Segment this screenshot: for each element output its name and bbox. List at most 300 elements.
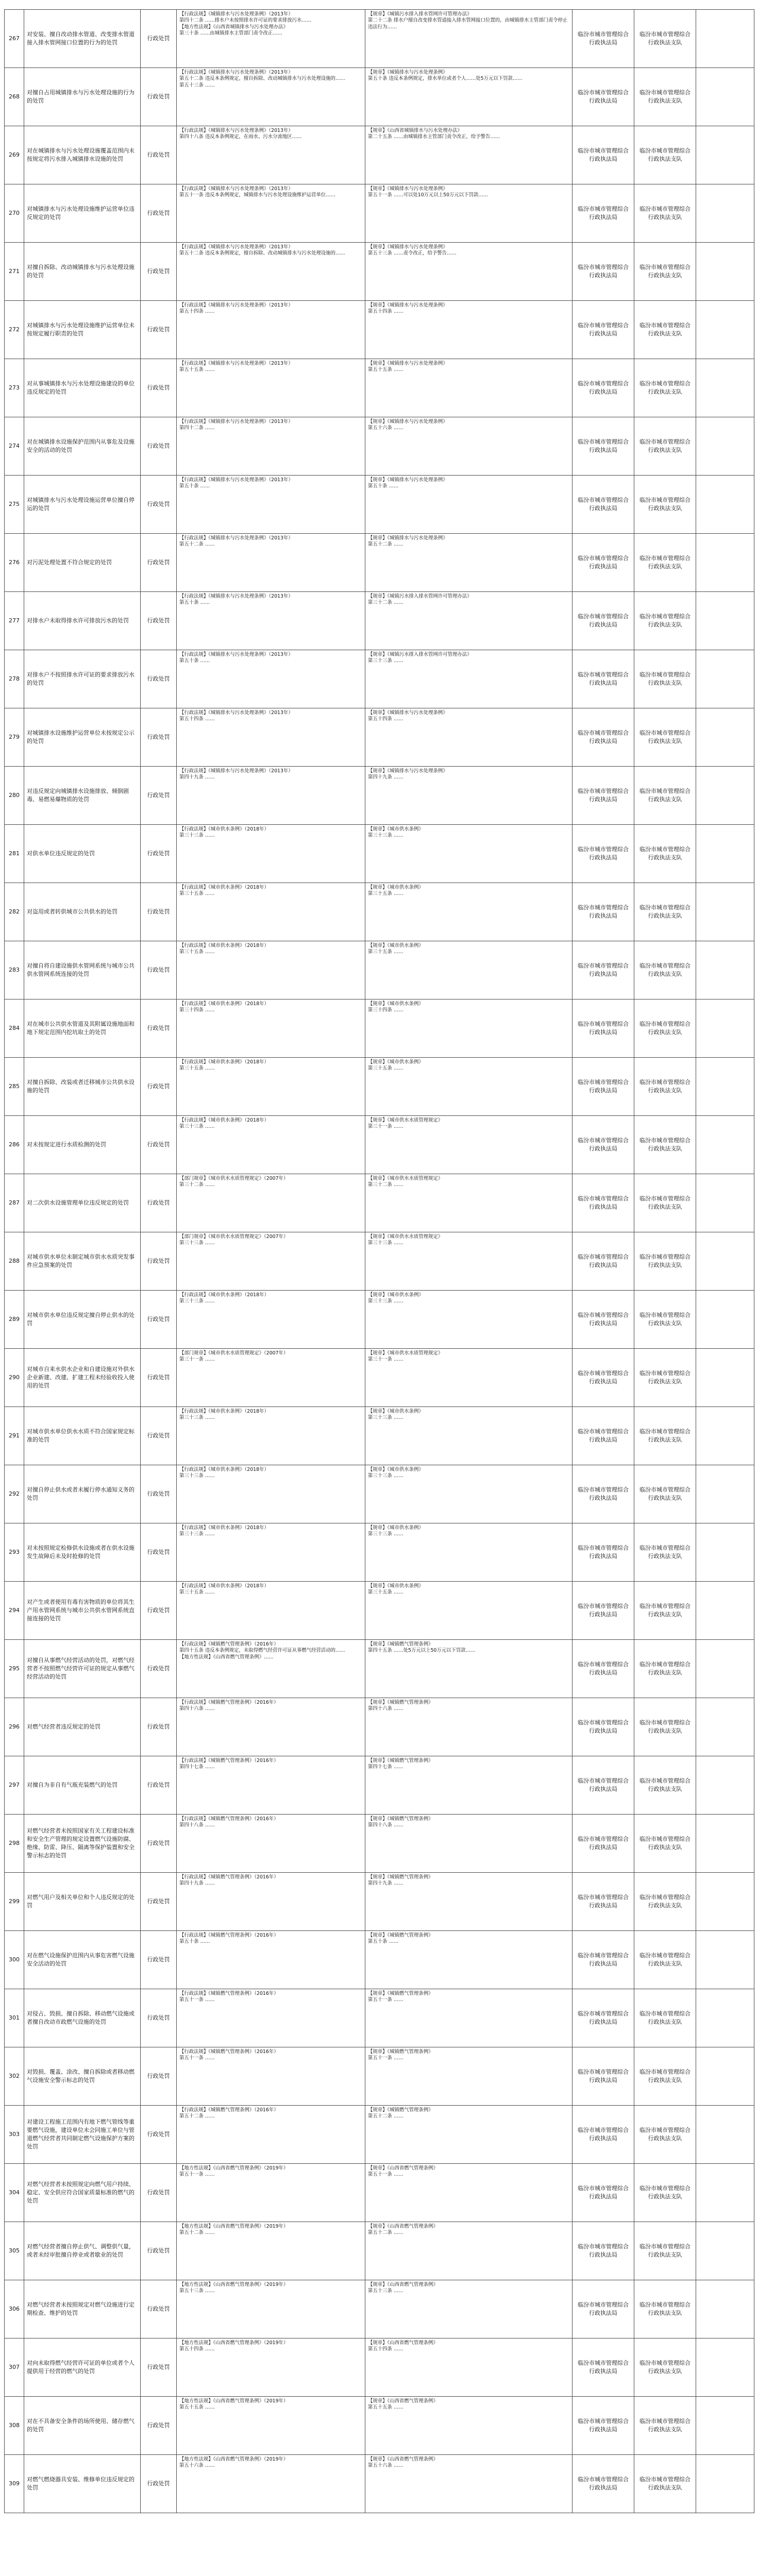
row-number: 278	[5, 650, 24, 708]
implementing-subject: 临汾市城市管理综合行政执法局	[572, 1873, 634, 1931]
item-content: 【规章】《城市供水条例》 第三十四条 ……	[365, 999, 572, 1058]
row-number: 270	[5, 184, 24, 243]
item-name: 对违反规定向城镇排水设施排放、倾倒剧毒、易燃易爆物质的处罚	[24, 767, 141, 825]
legal-basis: 【行政法规】《城市供水条例》（2018年） 第三十三条 ……	[177, 825, 365, 883]
table-row	[5, 2397, 754, 2455]
legal-basis: 【行政法规】《城镇排水与污水处理条例》（2013年） 第五十条 ……	[177, 476, 365, 534]
table-row	[5, 534, 754, 592]
item-content: 【规章】《城镇燃气管理条例》 第五十一条 ……	[365, 1989, 572, 2047]
implementing-subject: 临汾市城市管理综合行政执法局	[572, 1989, 634, 2047]
responsible-department: 临汾市城市管理综合行政执法支队	[634, 941, 696, 999]
legal-basis: 【行政法规】《城镇排水与污水处理条例》（2013年） 第四十九条 ……	[177, 767, 365, 825]
row-number: 304	[5, 2164, 24, 2222]
item-content: 【规章】《城镇排水与污水处理条例》 第四十九条 ……	[365, 767, 572, 825]
item-name: 对城镇排水设施维护运营单位未按规定公示的处罚	[24, 708, 141, 767]
row-number: 289	[5, 1291, 24, 1349]
row-number: 273	[5, 359, 24, 417]
item-content: 【规章】《城镇排水与污水处理条例》 第五十三条 ……责令改正，给予警告……	[365, 243, 572, 301]
item-type: 行政处罚	[141, 2164, 177, 2222]
responsible-department: 临汾市城市管理综合行政执法支队	[634, 2397, 696, 2455]
implementing-subject: 临汾市城市管理综合行政执法局	[572, 10, 634, 68]
row-number: 279	[5, 708, 24, 767]
implementing-subject: 临汾市城市管理综合行政执法局	[572, 1232, 634, 1291]
item-type: 行政处罚	[141, 1931, 177, 1989]
implementing-subject: 临汾市城市管理综合行政执法局	[572, 1698, 634, 1756]
implementing-subject: 临汾市城市管理综合行政执法局	[572, 1931, 634, 1989]
item-name: 对盗用或者转供城市公共供水的处罚	[24, 883, 141, 941]
row-number: 284	[5, 999, 24, 1058]
table-row	[5, 592, 754, 650]
item-content: 【规章】《城市供水条例》 第三十三条 ……	[365, 1291, 572, 1349]
row-number: 272	[5, 301, 24, 359]
table-row	[5, 1989, 754, 2047]
remarks-cell	[696, 1523, 754, 1582]
table-row	[5, 1523, 754, 1582]
item-name: 对擅自停止供水或者未履行停水通知义务的处罚	[24, 1465, 141, 1523]
implementing-subject: 临汾市城市管理综合行政执法局	[572, 68, 634, 126]
legal-basis: 【地方性法规】《山西省燃气管理条例》（2019年） 第五十二条 ……	[177, 2222, 365, 2280]
remarks-cell	[696, 359, 754, 417]
item-name: 对安装、擅自改动排水管道、改变排水管道接入排水管网接口位置的行为的处罚	[24, 10, 141, 68]
item-content: 【规章】《城镇污水排入排水管网许可管理办法》 第三十三条 ……	[365, 650, 572, 708]
table-row	[5, 10, 754, 68]
item-type: 行政处罚	[141, 1232, 177, 1291]
legal-basis: 【行政法规】《城镇排水与污水处理条例》（2013年） 第五十四条 ……	[177, 301, 365, 359]
implementing-subject: 临汾市城市管理综合行政执法局	[572, 2047, 634, 2106]
item-type: 行政处罚	[141, 1756, 177, 1815]
row-number: 300	[5, 1931, 24, 1989]
item-content: 【规章】《城市供水条例》 第三十三条 ……	[365, 825, 572, 883]
item-type: 行政处罚	[141, 825, 177, 883]
responsible-department: 临汾市城市管理综合行政执法支队	[634, 1174, 696, 1232]
item-type: 行政处罚	[141, 417, 177, 476]
item-type: 行政处罚	[141, 708, 177, 767]
remarks-cell	[696, 999, 754, 1058]
row-number: 282	[5, 883, 24, 941]
implementing-subject: 临汾市城市管理综合行政执法局	[572, 1465, 634, 1523]
responsible-department: 临汾市城市管理综合行政执法支队	[634, 1756, 696, 1815]
item-name: 对在城镇排水与污水处理设施覆盖范围内未按规定将污水排入城镇排水设施的处罚	[24, 126, 141, 184]
implementing-subject: 临汾市城市管理综合行政执法局	[572, 883, 634, 941]
legal-basis: 【部门规章】《城市供水水质管理规定》（2007年） 第三十一条 ……	[177, 1349, 365, 1407]
item-type: 行政处罚	[141, 68, 177, 126]
row-number: 291	[5, 1407, 24, 1465]
table-row	[5, 184, 754, 243]
row-number: 267	[5, 10, 24, 68]
table-row	[5, 1931, 754, 1989]
implementing-subject: 临汾市城市管理综合行政执法局	[572, 1407, 634, 1465]
responsible-department: 临汾市城市管理综合行政执法支队	[634, 184, 696, 243]
item-name: 对燃气用户及相关单位和个人违反规定的处罚	[24, 1873, 141, 1931]
responsible-department: 临汾市城市管理综合行政执法支队	[634, 10, 696, 68]
implementing-subject: 临汾市城市管理综合行政执法局	[572, 1815, 634, 1873]
row-number: 287	[5, 1174, 24, 1232]
remarks-cell	[696, 2106, 754, 2164]
implementing-subject: 临汾市城市管理综合行政执法局	[572, 2280, 634, 2338]
responsible-department: 临汾市城市管理综合行政执法支队	[634, 476, 696, 534]
legal-basis: 【行政法规】《城市供水条例》（2018年） 第三十三条 ……	[177, 1523, 365, 1582]
row-number: 301	[5, 1989, 24, 2047]
remarks-cell	[696, 1116, 754, 1174]
legal-basis: 【行政法规】《城镇燃气管理条例》（2016年） 第五十一条 ……	[177, 1989, 365, 2047]
table-row	[5, 1873, 754, 1931]
remarks-cell	[696, 126, 754, 184]
item-name: 对擅自为非自有气瓶充装燃气的处罚	[24, 1756, 141, 1815]
implementing-subject: 临汾市城市管理综合行政执法局	[572, 999, 634, 1058]
table-row	[5, 243, 754, 301]
remarks-cell	[696, 301, 754, 359]
item-type: 行政处罚	[141, 1523, 177, 1582]
remarks-cell	[696, 2222, 754, 2280]
item-name: 对燃气经营者未按照规定对燃气设施进行定期检查、维护的处罚	[24, 2280, 141, 2338]
responsible-department: 临汾市城市管理综合行政执法支队	[634, 708, 696, 767]
implementing-subject: 临汾市城市管理综合行政执法局	[572, 825, 634, 883]
item-type: 行政处罚	[141, 1989, 177, 2047]
item-type: 行政处罚	[141, 2338, 177, 2397]
item-content: 【规章】《城镇燃气管理条例》 第四十九条 ……	[365, 1873, 572, 1931]
item-content: 【规章】《城镇排水与污水处理条例》 第五十四条 ……	[365, 708, 572, 767]
remarks-cell	[696, 476, 754, 534]
table-row	[5, 650, 754, 708]
table-row	[5, 68, 754, 126]
row-number: 274	[5, 417, 24, 476]
item-type: 行政处罚	[141, 1698, 177, 1756]
item-name: 对未按规定进行水质检测的处罚	[24, 1116, 141, 1174]
power-list-table	[4, 9, 754, 2513]
item-content: 【规章】《山西省城镇排水与污水处理办法》 第二十五条 ……由城镇排水主管部门责令改正，给予警告……	[365, 126, 572, 184]
remarks-cell	[696, 708, 754, 767]
table-row	[5, 708, 754, 767]
table-row	[5, 1174, 754, 1232]
row-number: 290	[5, 1349, 24, 1407]
item-type: 行政处罚	[141, 243, 177, 301]
row-number: 285	[5, 1058, 24, 1116]
item-name: 对城镇排水与污水处理设施维护运营单位未按规定履行职责的处罚	[24, 301, 141, 359]
responsible-department: 临汾市城市管理综合行政执法支队	[634, 68, 696, 126]
legal-basis: 【行政法规】《城镇排水与污水处理条例》（2013年） 第五十五条 ……	[177, 359, 365, 417]
remarks-cell	[696, 941, 754, 999]
item-type: 行政处罚	[141, 1116, 177, 1174]
responsible-department: 临汾市城市管理综合行政执法支队	[634, 1989, 696, 2047]
table-row	[5, 1232, 754, 1291]
implementing-subject: 临汾市城市管理综合行政执法局	[572, 1291, 634, 1349]
implementing-subject: 临汾市城市管理综合行政执法局	[572, 592, 634, 650]
item-type: 行政处罚	[141, 650, 177, 708]
item-content: 【规章】《城市供水条例》 第三十三条 ……	[365, 1465, 572, 1523]
item-type: 行政处罚	[141, 1407, 177, 1465]
implementing-subject: 临汾市城市管理综合行政执法局	[572, 1582, 634, 1640]
implementing-subject: 临汾市城市管理综合行政执法局	[572, 1756, 634, 1815]
responsible-department: 临汾市城市管理综合行政执法支队	[634, 1291, 696, 1349]
row-number: 297	[5, 1756, 24, 1815]
table-row	[5, 476, 754, 534]
item-type: 行政处罚	[141, 1291, 177, 1349]
item-content: 【规章】《城镇燃气管理条例》 第四十八条 ……	[365, 1815, 572, 1873]
item-content: 【规章】《城镇燃气管理条例》 第四十五条 ……处5万元以上50万元以下罚款……	[365, 1640, 572, 1698]
remarks-cell	[696, 2047, 754, 2106]
item-content: 【规章】《山西省燃气管理条例》 第五十五条 ……	[365, 2397, 572, 2455]
item-type: 行政处罚	[141, 301, 177, 359]
implementing-subject: 临汾市城市管理综合行政执法局	[572, 184, 634, 243]
legal-basis: 【行政法规】《城镇排水与污水处理条例》（2013年） 第四十八条 违反本条例规定，在雨水、污水分流地区……	[177, 126, 365, 184]
remarks-cell	[696, 1058, 754, 1116]
item-name: 对从事城镇排水与污水处理设施建设的单位违反规定的处罚	[24, 359, 141, 417]
row-number: 275	[5, 476, 24, 534]
item-name: 对产生或者使用有毒有害物质的单位将其生产用水管网系统与城市公共供水管网系统直接连接的处罚	[24, 1582, 141, 1640]
legal-basis: 【行政法规】《城镇排水与污水处理条例》（2013年） 第五十条 ……	[177, 650, 365, 708]
legal-basis: 【行政法规】《城市供水条例》（2018年） 第三十五条 ……	[177, 883, 365, 941]
item-type: 行政处罚	[141, 1349, 177, 1407]
responsible-department: 临汾市城市管理综合行政执法支队	[634, 999, 696, 1058]
row-number: 288	[5, 1232, 24, 1291]
table-row	[5, 1582, 754, 1640]
row-number: 276	[5, 534, 24, 592]
legal-basis: 【行政法规】《城镇燃气管理条例》（2016年） 第四十九条 ……	[177, 1873, 365, 1931]
item-name: 对城镇排水与污水处理设施维护运营单位违反规定的处罚	[24, 184, 141, 243]
item-name: 对城镇排水与污水处理设施运营单位擅自停运的处罚	[24, 476, 141, 534]
remarks-cell	[696, 1465, 754, 1523]
row-number: 295	[5, 1640, 24, 1698]
item-content: 【规章】《城镇燃气管理条例》 第五十一条 ……	[365, 2047, 572, 2106]
legal-basis: 【地方性法规】《山西省燃气管理条例》（2019年） 第五十一条 ……	[177, 2164, 365, 2222]
item-name: 对在城镇排水设施保护范围内从事危及设施安全的活动的处罚	[24, 417, 141, 476]
item-name: 对擅自拆除、改装或者迁移城市公共供水设施的处罚	[24, 1058, 141, 1116]
item-type: 行政处罚	[141, 1873, 177, 1931]
remarks-cell	[696, 243, 754, 301]
implementing-subject: 临汾市城市管理综合行政执法局	[572, 1174, 634, 1232]
responsible-department: 临汾市城市管理综合行政执法支队	[634, 2280, 696, 2338]
legal-basis: 【行政法规】《城镇排水与污水处理条例》（2013年） 第五十条 ……	[177, 592, 365, 650]
table-row	[5, 2222, 754, 2280]
item-name: 对擅自从事燃气经营活动的处罚，对燃气经营者不按照燃气经营许可证的规定从事燃气经营活动的处罚	[24, 1640, 141, 1698]
item-type: 行政处罚	[141, 592, 177, 650]
row-number: 306	[5, 2280, 24, 2338]
legal-basis: 【行政法规】《城市供水条例》（2018年） 第三十五条 ……	[177, 941, 365, 999]
implementing-subject: 临汾市城市管理综合行政执法局	[572, 126, 634, 184]
legal-basis: 【行政法规】《城镇排水与污水处理条例》（2013年） 第四十二条 ……排水户未按照排水许可证的要求排放污水…… 【地方性法规】《山西省城镇排水与污水处理办法》 第三十条 ……由城镇排水主管部门责令改正……	[177, 10, 365, 68]
table-row	[5, 1058, 754, 1116]
row-number: 303	[5, 2106, 24, 2164]
implementing-subject: 临汾市城市管理综合行政执法局	[572, 708, 634, 767]
table-row	[5, 999, 754, 1058]
responsible-department: 临汾市城市管理综合行政执法支队	[634, 1523, 696, 1582]
responsible-department: 临汾市城市管理综合行政执法支队	[634, 1931, 696, 1989]
table-row	[5, 1349, 754, 1407]
row-number: 269	[5, 126, 24, 184]
item-content: 【规章】《山西省燃气管理条例》 第五十二条 ……	[365, 2222, 572, 2280]
remarks-cell	[696, 1756, 754, 1815]
item-type: 行政处罚	[141, 1058, 177, 1116]
responsible-department: 临汾市城市管理综合行政执法支队	[634, 2338, 696, 2397]
implementing-subject: 临汾市城市管理综合行政执法局	[572, 650, 634, 708]
table-row	[5, 1465, 754, 1523]
item-content: 【规章】《山西省燃气管理条例》 第五十六条 ……	[365, 2455, 572, 2513]
responsible-department: 临汾市城市管理综合行政执法支队	[634, 2455, 696, 2513]
remarks-cell	[696, 1698, 754, 1756]
legal-basis: 【行政法规】《城市供水条例》（2018年） 第三十三条 ……	[177, 1116, 365, 1174]
item-name: 对二次供水设施管理单位违反规定的处罚	[24, 1174, 141, 1232]
responsible-department: 临汾市城市管理综合行政执法支队	[634, 1873, 696, 1931]
implementing-subject: 临汾市城市管理综合行政执法局	[572, 359, 634, 417]
responsible-department: 临汾市城市管理综合行政执法支队	[634, 2106, 696, 2164]
item-content: 【规章】《山西省燃气管理条例》 第五十三条 ……	[365, 2280, 572, 2338]
remarks-cell	[696, 2338, 754, 2397]
implementing-subject: 临汾市城市管理综合行政执法局	[572, 1116, 634, 1174]
implementing-subject: 临汾市城市管理综合行政执法局	[572, 2455, 634, 2513]
responsible-department: 临汾市城市管理综合行政执法支队	[634, 1407, 696, 1465]
item-name: 对燃气经营者未按照规定向燃气用户持续、稳定、安全供应符合国家质量标准的燃气的处罚	[24, 2164, 141, 2222]
row-number: 305	[5, 2222, 24, 2280]
remarks-cell	[696, 1931, 754, 1989]
table-row	[5, 1291, 754, 1349]
responsible-department: 临汾市城市管理综合行政执法支队	[634, 2164, 696, 2222]
remarks-cell	[696, 883, 754, 941]
item-name: 对在燃气设施保护范围内从事危害燃气设施安全活动的处罚	[24, 1931, 141, 1989]
legal-basis: 【行政法规】《城镇燃气管理条例》（2016年） 第四十七条 ……	[177, 1756, 365, 1815]
legal-basis: 【行政法规】《城市供水条例》（2018年） 第三十四条 ……	[177, 999, 365, 1058]
legal-basis: 【行政法规】《城镇排水与污水处理条例》（2013年） 第四十二条 ……	[177, 417, 365, 476]
remarks-cell	[696, 2280, 754, 2338]
row-number: 292	[5, 1465, 24, 1523]
responsible-department: 临汾市城市管理综合行政执法支队	[634, 1116, 696, 1174]
remarks-cell	[696, 68, 754, 126]
responsible-department: 临汾市城市管理综合行政执法支队	[634, 126, 696, 184]
legal-basis: 【行政法规】《城镇排水与污水处理条例》（2013年） 第五十四条 ……	[177, 708, 365, 767]
item-content: 【规章】《城镇燃气管理条例》 第四十七条 ……	[365, 1756, 572, 1815]
responsible-department: 临汾市城市管理综合行政执法支队	[634, 359, 696, 417]
legal-basis: 【行政法规】《城镇排水与污水处理条例》（2013年） 第五十二条 ……	[177, 534, 365, 592]
item-content: 【规章】《城市供水水质管理规定》 第三十一条 ……	[365, 1349, 572, 1407]
table-row	[5, 2106, 754, 2164]
implementing-subject: 临汾市城市管理综合行政执法局	[572, 1349, 634, 1407]
item-name: 对侵占、毁损、擅自拆除、移动燃气设施或者擅自改动市政燃气设施的处罚	[24, 1989, 141, 2047]
item-content: 【规章】《城市供水水质管理规定》 第三十一条 ……	[365, 1116, 572, 1174]
item-type: 行政处罚	[141, 1582, 177, 1640]
remarks-cell	[696, 2164, 754, 2222]
row-number: 294	[5, 1582, 24, 1640]
remarks-cell	[696, 2455, 754, 2513]
item-content: 【规章】《城镇排水与污水处理条例》 第五十条 ……	[365, 476, 572, 534]
table-row	[5, 1116, 754, 1174]
implementing-subject: 临汾市城市管理综合行政执法局	[572, 476, 634, 534]
implementing-subject: 临汾市城市管理综合行政执法局	[572, 2338, 634, 2397]
responsible-department: 临汾市城市管理综合行政执法支队	[634, 2222, 696, 2280]
row-number: 298	[5, 1815, 24, 1873]
responsible-department: 临汾市城市管理综合行政执法支队	[634, 650, 696, 708]
legal-basis: 【行政法规】《城镇燃气管理条例》（2016年） 第四十六条 ……	[177, 1698, 365, 1756]
item-type: 行政处罚	[141, 2047, 177, 2106]
item-content: 【规章】《山西省燃气管理条例》 第五十一条 ……	[365, 2164, 572, 2222]
legal-basis: 【地方性法规】《山西省燃气管理条例》（2019年） 第五十三条 ……	[177, 2280, 365, 2338]
item-name: 对擅自拆除、改动城镇排水与污水处理设施的处罚	[24, 243, 141, 301]
row-number: 309	[5, 2455, 24, 2513]
item-type: 行政处罚	[141, 359, 177, 417]
table-row	[5, 941, 754, 999]
table-row	[5, 2338, 754, 2397]
implementing-subject: 临汾市城市管理综合行政执法局	[572, 417, 634, 476]
implementing-subject: 临汾市城市管理综合行政执法局	[572, 941, 634, 999]
item-name: 对擅自占用城镇排水与污水处理设施的行为的处罚	[24, 68, 141, 126]
responsible-department: 临汾市城市管理综合行政执法支队	[634, 1815, 696, 1873]
item-content: 【规章】《城市供水水质管理规定》 第三十三条 ……	[365, 1232, 572, 1291]
table-row	[5, 417, 754, 476]
item-content: 【规章】《城镇排水与污水处理条例》 第五十一条 ……可以处10万元以上50万元以下罚款……	[365, 184, 572, 243]
implementing-subject: 临汾市城市管理综合行政执法局	[572, 2397, 634, 2455]
row-number: 283	[5, 941, 24, 999]
responsible-department: 临汾市城市管理综合行政执法支队	[634, 883, 696, 941]
item-name: 对毁损、覆盖、涂改、擅自拆除或者移动燃气设施安全警示标志的处罚	[24, 2047, 141, 2106]
item-type: 行政处罚	[141, 184, 177, 243]
remarks-cell	[696, 1815, 754, 1873]
table-row	[5, 1815, 754, 1873]
table-row	[5, 126, 754, 184]
item-name: 对排水户不按照排水许可证的要求排放污水的处罚	[24, 650, 141, 708]
responsible-department: 临汾市城市管理综合行政执法支队	[634, 1582, 696, 1640]
row-number: 307	[5, 2338, 24, 2397]
item-content: 【规章】《城市供水水质管理规定》 第三十二条 ……	[365, 1174, 572, 1232]
item-content: 【规章】《城镇排水与污水处理条例》 第五十四条 ……	[365, 301, 572, 359]
legal-basis: 【部门规章】《城市供水水质管理规定》（2007年） 第三十三条 ……	[177, 1232, 365, 1291]
implementing-subject: 临汾市城市管理综合行政执法局	[572, 2106, 634, 2164]
legal-basis: 【行政法规】《城市供水条例》（2018年） 第三十三条 ……	[177, 1407, 365, 1465]
legal-basis: 【行政法规】《城镇排水与污水处理条例》（2013年） 第五十一条 违反本条例规定，城镇排水与污水处理设施维护运营单位……	[177, 184, 365, 243]
table-row	[5, 301, 754, 359]
item-type: 行政处罚	[141, 999, 177, 1058]
item-type: 行政处罚	[141, 1465, 177, 1523]
item-type: 行政处罚	[141, 126, 177, 184]
implementing-subject: 临汾市城市管理综合行政执法局	[572, 1058, 634, 1116]
row-number: 296	[5, 1698, 24, 1756]
remarks-cell	[696, 1174, 754, 1232]
remarks-cell	[696, 1873, 754, 1931]
legal-basis: 【行政法规】《城市供水条例》（2018年） 第三十五条 ……	[177, 1582, 365, 1640]
item-type: 行政处罚	[141, 2455, 177, 2513]
remarks-cell	[696, 1349, 754, 1407]
item-name: 对在城市公共供水管道及其附属设施地面和地下规定范围内挖坑取土的处罚	[24, 999, 141, 1058]
legal-basis: 【行政法规】《城市供水条例》（2018年） 第三十三条 ……	[177, 1465, 365, 1523]
remarks-cell	[696, 1291, 754, 1349]
item-content: 【规章】《城镇燃气管理条例》 第四十六条 ……	[365, 1698, 572, 1756]
item-name: 对向未取得燃气经营许可证的单位或者个人提供用于经营的燃气的处罚	[24, 2338, 141, 2397]
implementing-subject: 临汾市城市管理综合行政执法局	[572, 1640, 634, 1698]
item-name: 对污泥处理处置不符合规定的处罚	[24, 534, 141, 592]
remarks-cell	[696, 10, 754, 68]
item-name: 对城市供水单位未制定城市供水水质突发事件应急预案的处罚	[24, 1232, 141, 1291]
item-content: 【规章】《城镇燃气管理条例》 第五十二条 ……	[365, 2106, 572, 2164]
row-number: 299	[5, 1873, 24, 1931]
item-type: 行政处罚	[141, 767, 177, 825]
responsible-department: 临汾市城市管理综合行政执法支队	[634, 1465, 696, 1523]
item-content: 【规章】《城镇排水与污水处理条例》 第五十六条 ……	[365, 417, 572, 476]
table-row	[5, 1698, 754, 1756]
responsible-department: 临汾市城市管理综合行政执法支队	[634, 1058, 696, 1116]
item-name: 对未按照规定检修供水设施或者在供水设施发生故障后未及时抢修的处罚	[24, 1523, 141, 1582]
implementing-subject: 临汾市城市管理综合行政执法局	[572, 2222, 634, 2280]
remarks-cell	[696, 2397, 754, 2455]
item-content: 【规章】《城镇排水与污水处理条例》 第五十五条 ……	[365, 359, 572, 417]
table-row	[5, 2455, 754, 2513]
item-content: 【规章】《城镇污水排入排水管网许可管理办法》 第二十二条 排水户擅自改变排水管道接入排水管网接口位置的，由城镇排水主管部门责令停止违法行为……	[365, 10, 572, 68]
item-content: 【规章】《城市供水条例》 第三十五条 ……	[365, 941, 572, 999]
remarks-cell	[696, 1989, 754, 2047]
item-content: 【规章】《城市供水条例》 第三十三条 ……	[365, 1407, 572, 1465]
implementing-subject: 临汾市城市管理综合行政执法局	[572, 301, 634, 359]
legal-basis: 【行政法规】《城市供水条例》（2018年） 第三十三条 ……	[177, 1291, 365, 1349]
responsible-department: 临汾市城市管理综合行政执法支队	[634, 767, 696, 825]
item-content: 【规章】《城镇排水与污水处理条例》 第五十条 违反本条例规定，排水单位或者个人……处5万元以下罚款……	[365, 68, 572, 126]
responsible-department: 临汾市城市管理综合行政执法支队	[634, 534, 696, 592]
remarks-cell	[696, 767, 754, 825]
